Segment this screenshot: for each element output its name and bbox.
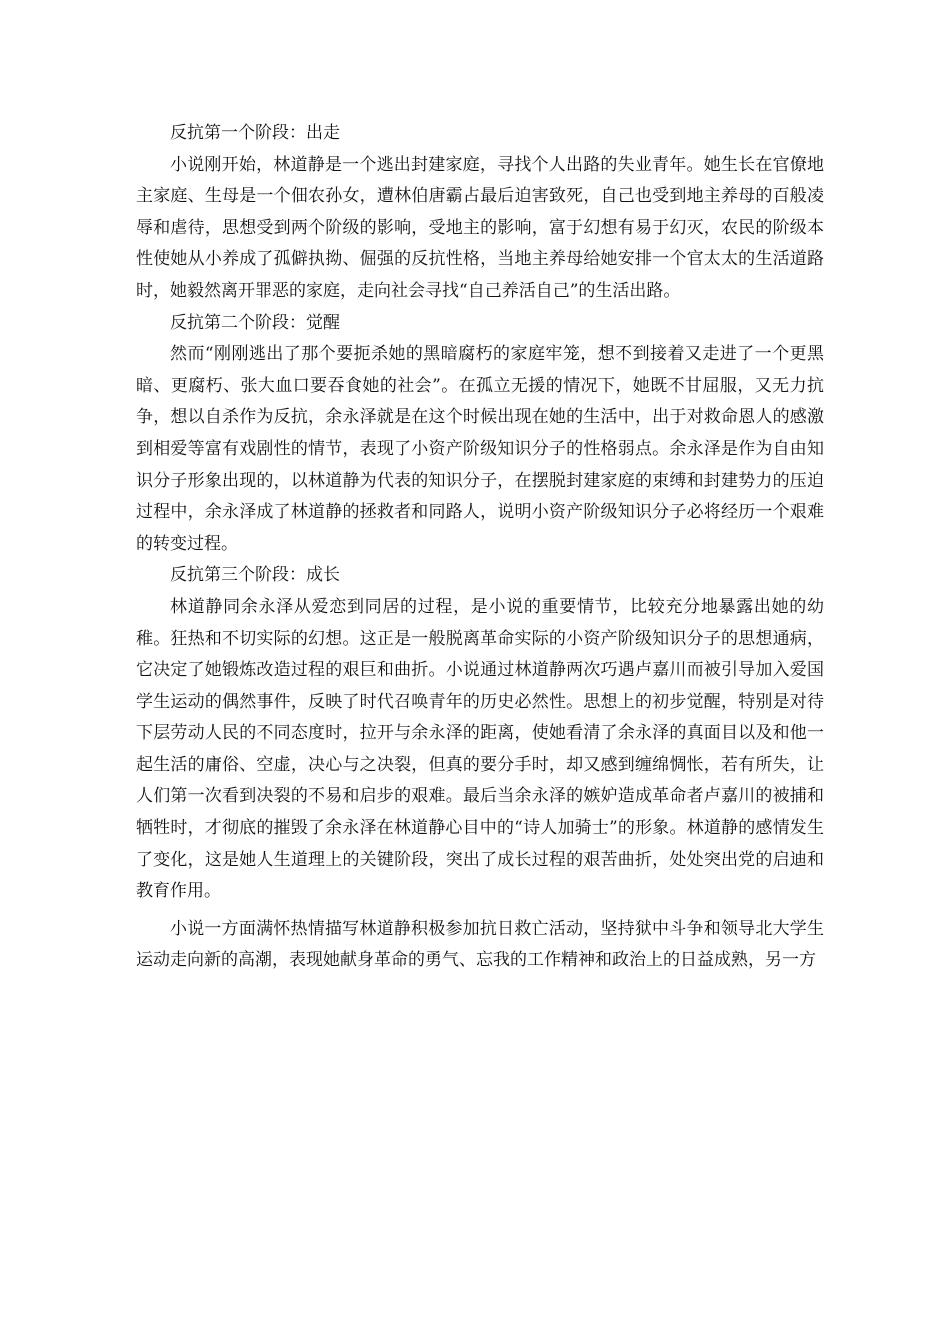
section-heading-3: 反抗第三个阶段：成长 (170, 565, 340, 586)
section-paragraph-1: 小说刚开始，林道静是一个逃出封建家庭，寻找个人出路的失业青年。她生长在官僚地主家庭、生母是一个佃农孙女，遭林伯唐霸占最后迫害致死，自己也受到地主养母的百般凌辱和虐待，思想受到两个阶级的影响，受地主的影响，富于幻想有易于幻灭，农民的阶级本性使她从小养成了孤僻执拗、倔强的反抗性格，当地主养母给她安排一个官太太的生活道路时，她毅然离开罪恶的家庭，走向社会寻找“自己养活自己”的生活出路。 (136, 154, 824, 301)
section-heading-1: 反抗第一个阶段：出走 (170, 123, 340, 143)
closing-paragraph: 小说一方面满怀热情描写林道静积极参加抗日救亡活动，坚持狱中斗争和领导北大学生运动走向新的高潮，表现她献身革命的勇气、忘我的工作精神和政治上的日益成熟，另一方 (136, 918, 824, 971)
section-heading-2: 反抗第二个阶段：觉醒 (170, 312, 340, 333)
section-paragraph-3: 林道静同余永泽从爱恋到同居的过程，是小说的重要情节，比较充分地暴露出她的幼稚。狂热和不切实际的幻想。这正是一般脱离革命实际的小资产阶级知识分子的思想通病，它决定了她锻炼改造过程的艰巨和曲折。小说通过林道静两次巧遇卢嘉川而被引导加入爱国学生运动的偶然事件，反映了时代召唤青年的历史必然性。思想上的初步觉醒，特别是对待下层劳动人民的不同态度时，拉开与余永泽的距离，使她看清了余永泽的真面目以及和他一起生活的庸俗、空虚，决心与之决裂，但真的要分手时，却又感到缠绵惆怅，若有所失，让人们第一次看到决裂的不易和启步的艰难。最后当余永泽的嫉妒造成革命者卢嘉川的被捕和牺牲时，才彻底的摧毁了余永泽在林道静心目中的“诗人加骑士”的形象。林道静的感情发生了变化，这是她人生道理上的关键阶段，突出了成长过程的艰苦曲折，处处突出党的启迪和教育作用。 (136, 596, 824, 902)
section-paragraph-2: 然而“刚刚逃出了那个要扼杀她的黑暗腐朽的家庭牢笼，想不到接着又走进了一个更黑暗、更腐朽、张大血口要吞食她的社会”。在孤立无援的情况下，她既不甘屈服，又无力抗争，想以自杀作为反抗，余永泽就是在这个时候出现在她的生活中，出于对救命恩人的感激到相爱等富有戏剧性的情节，表现了小资产阶级知识分子的性格弱点。余永泽是作为自由知识分子形象出现的，以林道静为代表的知识分子，在摆脱封建家庭的束缚和封建势力的压迫过程中，余永泽成了林道静的拯救者和同路人，说明小资产阶级知识分子必将经历一个艰难的转变过程。 (136, 344, 824, 554)
document-page (136, 118, 824, 977)
